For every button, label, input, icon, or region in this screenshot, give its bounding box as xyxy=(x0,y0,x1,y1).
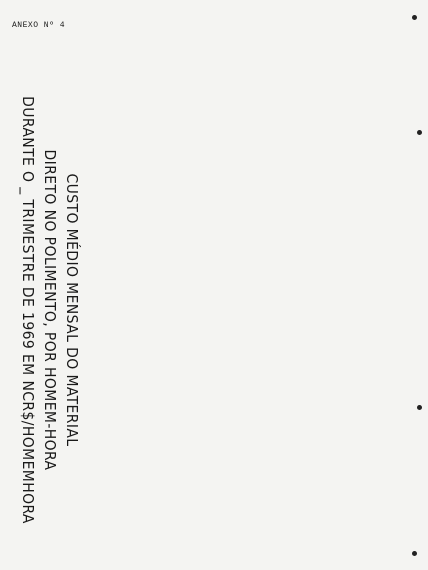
title-line-1: CUSTO MÉDIO MENSAL DO MATERIAL xyxy=(63,173,81,447)
rotated-sheet xyxy=(0,94,84,526)
punch-hole-lower xyxy=(417,405,422,410)
title-line-2: DIRETO NO POLIMENTO, POR HOMEM-HORA xyxy=(41,149,59,471)
punch-hole-top xyxy=(412,15,417,20)
punch-hole-bottom xyxy=(412,551,417,556)
title-line-3: DURANTE O _ TRIMESTRE DE 1969 EM NCR$/HOMEMHORA xyxy=(19,96,37,524)
annex-label: ANEXO Nº 4 xyxy=(12,21,66,30)
punch-hole-upper xyxy=(417,130,422,135)
